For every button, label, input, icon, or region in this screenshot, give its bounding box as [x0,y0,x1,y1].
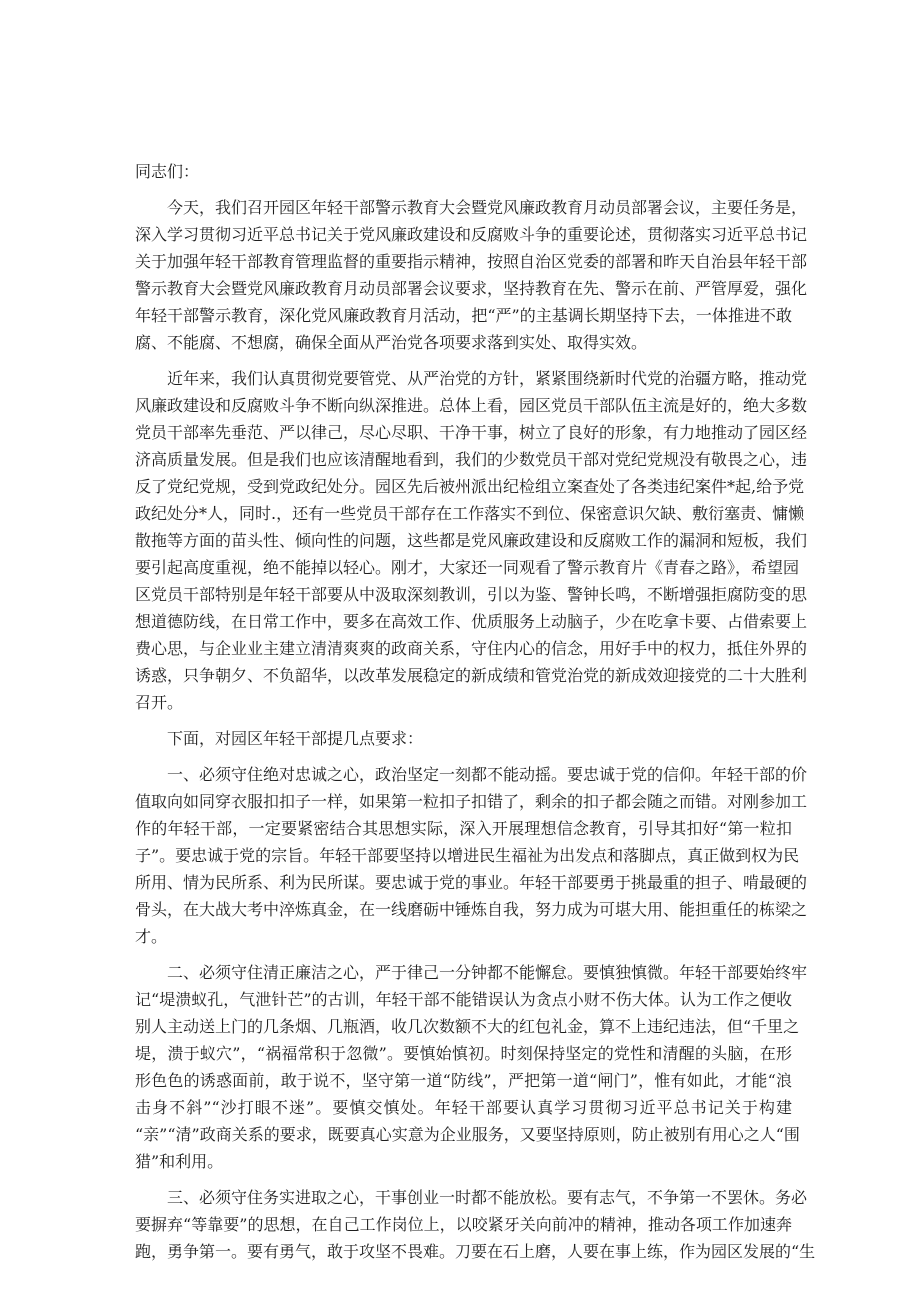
paragraph-line: 猎”和利用。 [135,1152,224,1171]
paragraph-line: “亲”“清”政商关系的要求，既要真心实意为企业服务，又要坚持原则，防止被别有用心之人“围 [135,1125,800,1144]
paragraph [135,959,808,1175]
paragraph-line: 腐、不能腐、不想腐，确保全面从严治党各项要求落到实处、取得实效。 [135,333,648,352]
paragraph-line: 骨头，在大战大考中淬炼真金，在一线磨砺中锤炼自我，努力成为可堪大用、能担重任的栋梁之 [135,900,808,919]
paragraph-line: 费心思，与企业业主建立清清爽爽的政商关系，守住内心的信念，用好手中的权力，抵住外界的 [135,639,808,658]
paragraph-line: 近年来，我们认真贯彻党要管党、从严治党的方针，紧紧围绕新时代党的治疆方略，推动党 [167,369,808,388]
paragraph-line: 想道德防线，在日常工作中，要多在高效工作、优质服务上动脑子，少在吃拿卡要、占借索要上 [135,612,808,631]
paragraph-line: 击身不斜”“沙打眼不迷”。要慎交慎处。年轻干部要认真学习贯彻习近平总书记关于构建 [135,1098,792,1117]
paragraph-line: 关于加强年轻干部教育管理监督的重要指示精神，按照自治区党委的部署和昨天自治县年轻干部 [135,252,808,271]
paragraph-line: 堤，溃于蚁穴”，“祸福常积于忽微”。要慎始慎初。时刻保持坚定的党性和清醒的头脑，在形 [135,1044,792,1063]
paragraph-line: 要摒弃“等靠要”的思想，在自己工作岗位上，以咬紧牙关向前冲的精神，推动各项工作加速奔 [135,1215,792,1234]
paragraph-line: 今天，我们召开园区年轻干部警示教育大会暨党风廉政教育月动员部署会议，主要任务是， [167,198,808,217]
paragraph [135,365,808,716]
greeting-paragraph [135,158,792,185]
paragraph-line: 记“堤溃蚁孔，气泄针芒”的古训，年轻干部不能错误认为贪点小财不伤大体。认为工作之便收 [135,990,792,1009]
paragraph-line: 值取向如同穿衣服扣扣子一样，如果第一粒扣子扣错了，剩余的扣子都会随之而错。对刚参加工 [135,792,808,811]
paragraph-line: 济高质量发展。但是我们也应该清醒地看到，我们的少数党员干部对党纪党规没有敬畏之心，违 [135,450,808,469]
paragraph [135,1184,816,1265]
paragraph-line: 跑，勇争第一。要有勇气，敢于攻坚不畏难。刀要在石上磨，人要在事上练，作为园区发展的“生 [135,1242,816,1261]
paragraph-line: 二、必须守住清正廉洁之心，严于律己一分钟都不能懈怠。要慎独慎微。年轻干部要始终牢 [167,963,808,982]
paragraph-line: 才。 [135,927,168,946]
paragraph-line: 别人主动送上门的几条烟、几瓶酒，收几次数额不大的红包礼金，算不上违纪违法，但“千里之 [135,1017,800,1036]
paragraph-line: 下面，对园区年轻干部提几点要求： [167,729,424,748]
document-body [135,158,816,1274]
paragraph-line: 诱惑，只争朝夕、不负韶华，以改革发展稳定的新成绩和管党治党的新成效迎接党的二十大胜利 [135,666,808,685]
paragraph-line: 一、必须守住绝对忠诚之心，政治坚定一刻都不能动摇。要忠诚于党的信仰。年轻干部的价 [167,765,808,784]
paragraph-line: 形色色的诱惑面前，敢于说不，坚守第一道“防线”，严把第一道“闸门”，惟有如此，才能“浪 [135,1071,792,1090]
paragraph-line: 散拖等方面的苗头性、倾向性的问题，这些都是党风廉政建设和反腐败工作的漏洞和短板，我们 [135,531,808,550]
paragraph-line: 召开。 [135,693,184,712]
paragraph-line: 深入学习贯彻习近平总书记关于党风廉政建设和反腐败斗争的重要论述，贯彻落实习近平总书记 [135,225,808,244]
paragraph-line: 三、必须守住务实进取之心，干事创业一时都不能放松。要有志气，不争第一不罢休。务必 [167,1188,808,1207]
paragraph-line: 反了党纪党规，受到党政纪处分。园区先后被州派出纪检组立案查处了各类违纪案件*起,给予党 [135,477,805,496]
paragraph-line: 年轻干部警示教育，深化党风廉政教育月活动，把“严”的主基调长期坚持下去，一体推进不敢 [135,306,792,325]
paragraph-line: 警示教育大会暨党风廉政教育月动员部署会议要求，坚持教育在先、警示在前、严管厚爱，强化 [135,279,808,298]
paragraph-line: 党员干部率先垂范、严以律己，尽心尽职、干净干事，树立了良好的形象，有力地推动了园区经 [135,423,808,442]
greeting: 同志们： [135,162,200,181]
paragraph-line: 作的年轻干部，一定要紧密结合其思想实际，深入开展理想信念教育，引导其扣好“第一粒扣 [135,819,792,838]
paragraph-line: 风廉政建设和反腐败斗争不断向纵深推进。总体上看，园区党员干部队伍主流是好的，绝大多数 [135,396,808,415]
paragraph [135,194,808,356]
paragraphs [135,194,816,1265]
paragraph [135,725,792,752]
paragraph-line: 所用、情为民所系、利为民所谋。要忠诚于党的事业。年轻干部要勇于挑最重的担子、啃最硬的 [135,873,808,892]
paragraph-line: 区党员干部特别是年轻干部要从中汲取深刻教训，引以为鉴、警钟长鸣，不断增强拒腐防变的思 [135,585,808,604]
paragraph-line: 子”。要忠诚于党的宗旨。年轻干部要坚持以增进民生福祉为出发点和落脚点，真正做到权为民 [135,846,800,865]
paragraph-line: 要引起高度重视，绝不能掉以轻心。刚才，大家还一同观看了警示教育片《青春之路》，希望园 [135,558,800,577]
paragraph [135,761,808,950]
paragraph-line: 政纪处分*人，同时.，还有一些党员干部存在工作落实不到位、保密意识欠缺、敷衍塞责、慵懒 [135,504,805,523]
